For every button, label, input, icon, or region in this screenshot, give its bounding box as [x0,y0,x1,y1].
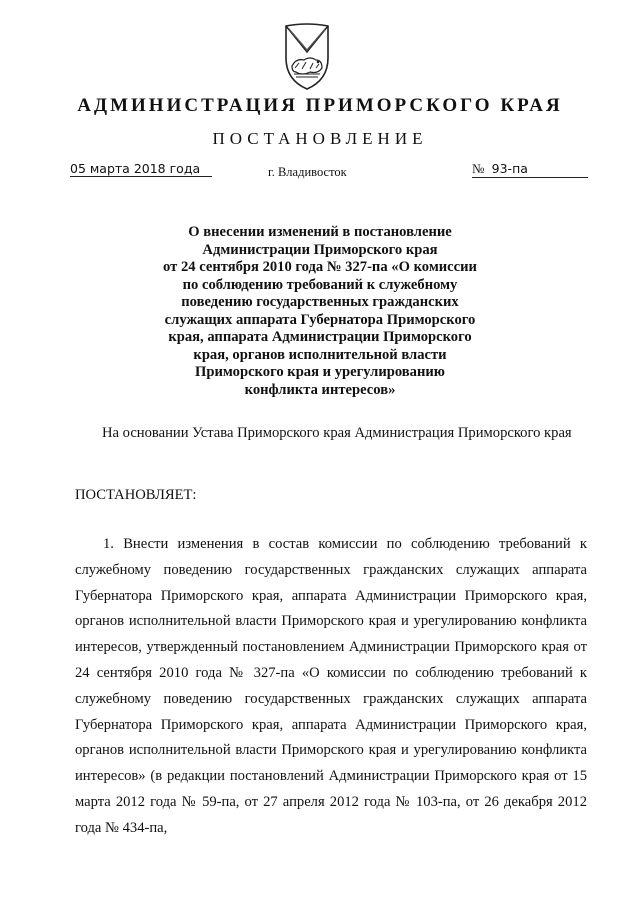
document-body [75,532,587,842]
legal-basis: На основании Устава Приморского края Администрация Приморского края [102,425,572,441]
document-date: 05 марта 2018 года [70,161,212,177]
number-sign: № [472,161,485,176]
document-title [150,224,490,399]
organization-name: АДМИНИСТРАЦИЯ ПРИМОРСКОГО КРАЯ [77,95,563,116]
document-type: ПОСТАНОВЛЕНИЕ [212,129,428,148]
document-number: 93-па [491,161,528,176]
coat-of-arms-icon [280,22,334,92]
title-line: Приморского края и урегулированию [195,364,445,380]
document-city: г. Владивосток [268,165,347,179]
title-line: конфликта интересов» [244,381,396,398]
decree-heading: ПОСТАНОВЛЯЕТ: [75,487,197,503]
title-line: О внесении изменений в постановление [188,224,452,240]
document-number-field [472,161,588,178]
title-line: края, органов исполнительной власти [193,346,447,363]
title-line: от 24 сентября 2010 года № 327-па «О комиссии [163,259,477,275]
title-line: Администрации Приморского края [202,241,438,258]
paragraph-1: 1. Внести изменения в состав комиссии по соблюдению требований к служебному поведению государственных гражданских служащих аппарата Губернатора Приморского края, аппарата Администрации Приморского края, органов исполнительной власти Приморского края и урегулированию конфликта интересов, утвержденный постановлением Администрации Приморского края от 24 сентября 2010 года № 327-па «О комиссии по соблюдению требований к служебному поведению государственных гражданских служащих аппарата Губернатора Приморского края, аппарата Администрации Приморского края, органов исполнительной власти Приморского края и урегулированию конфликта интересов» (в редакции постановлений Администрации Приморского края от 15 марта 2012 года № 59-па, от 27 апреля 2012 года № 103-па, от 26 декабря 2012 года № 434-па, [75,536,587,836]
title-line: края, аппарата Администрации Приморского [168,329,472,345]
title-line: служащих аппарата Губернатора Приморского [164,311,476,328]
title-line: поведению государственных гражданских [181,294,459,310]
title-line: по соблюдению требований к служебному [182,276,458,293]
